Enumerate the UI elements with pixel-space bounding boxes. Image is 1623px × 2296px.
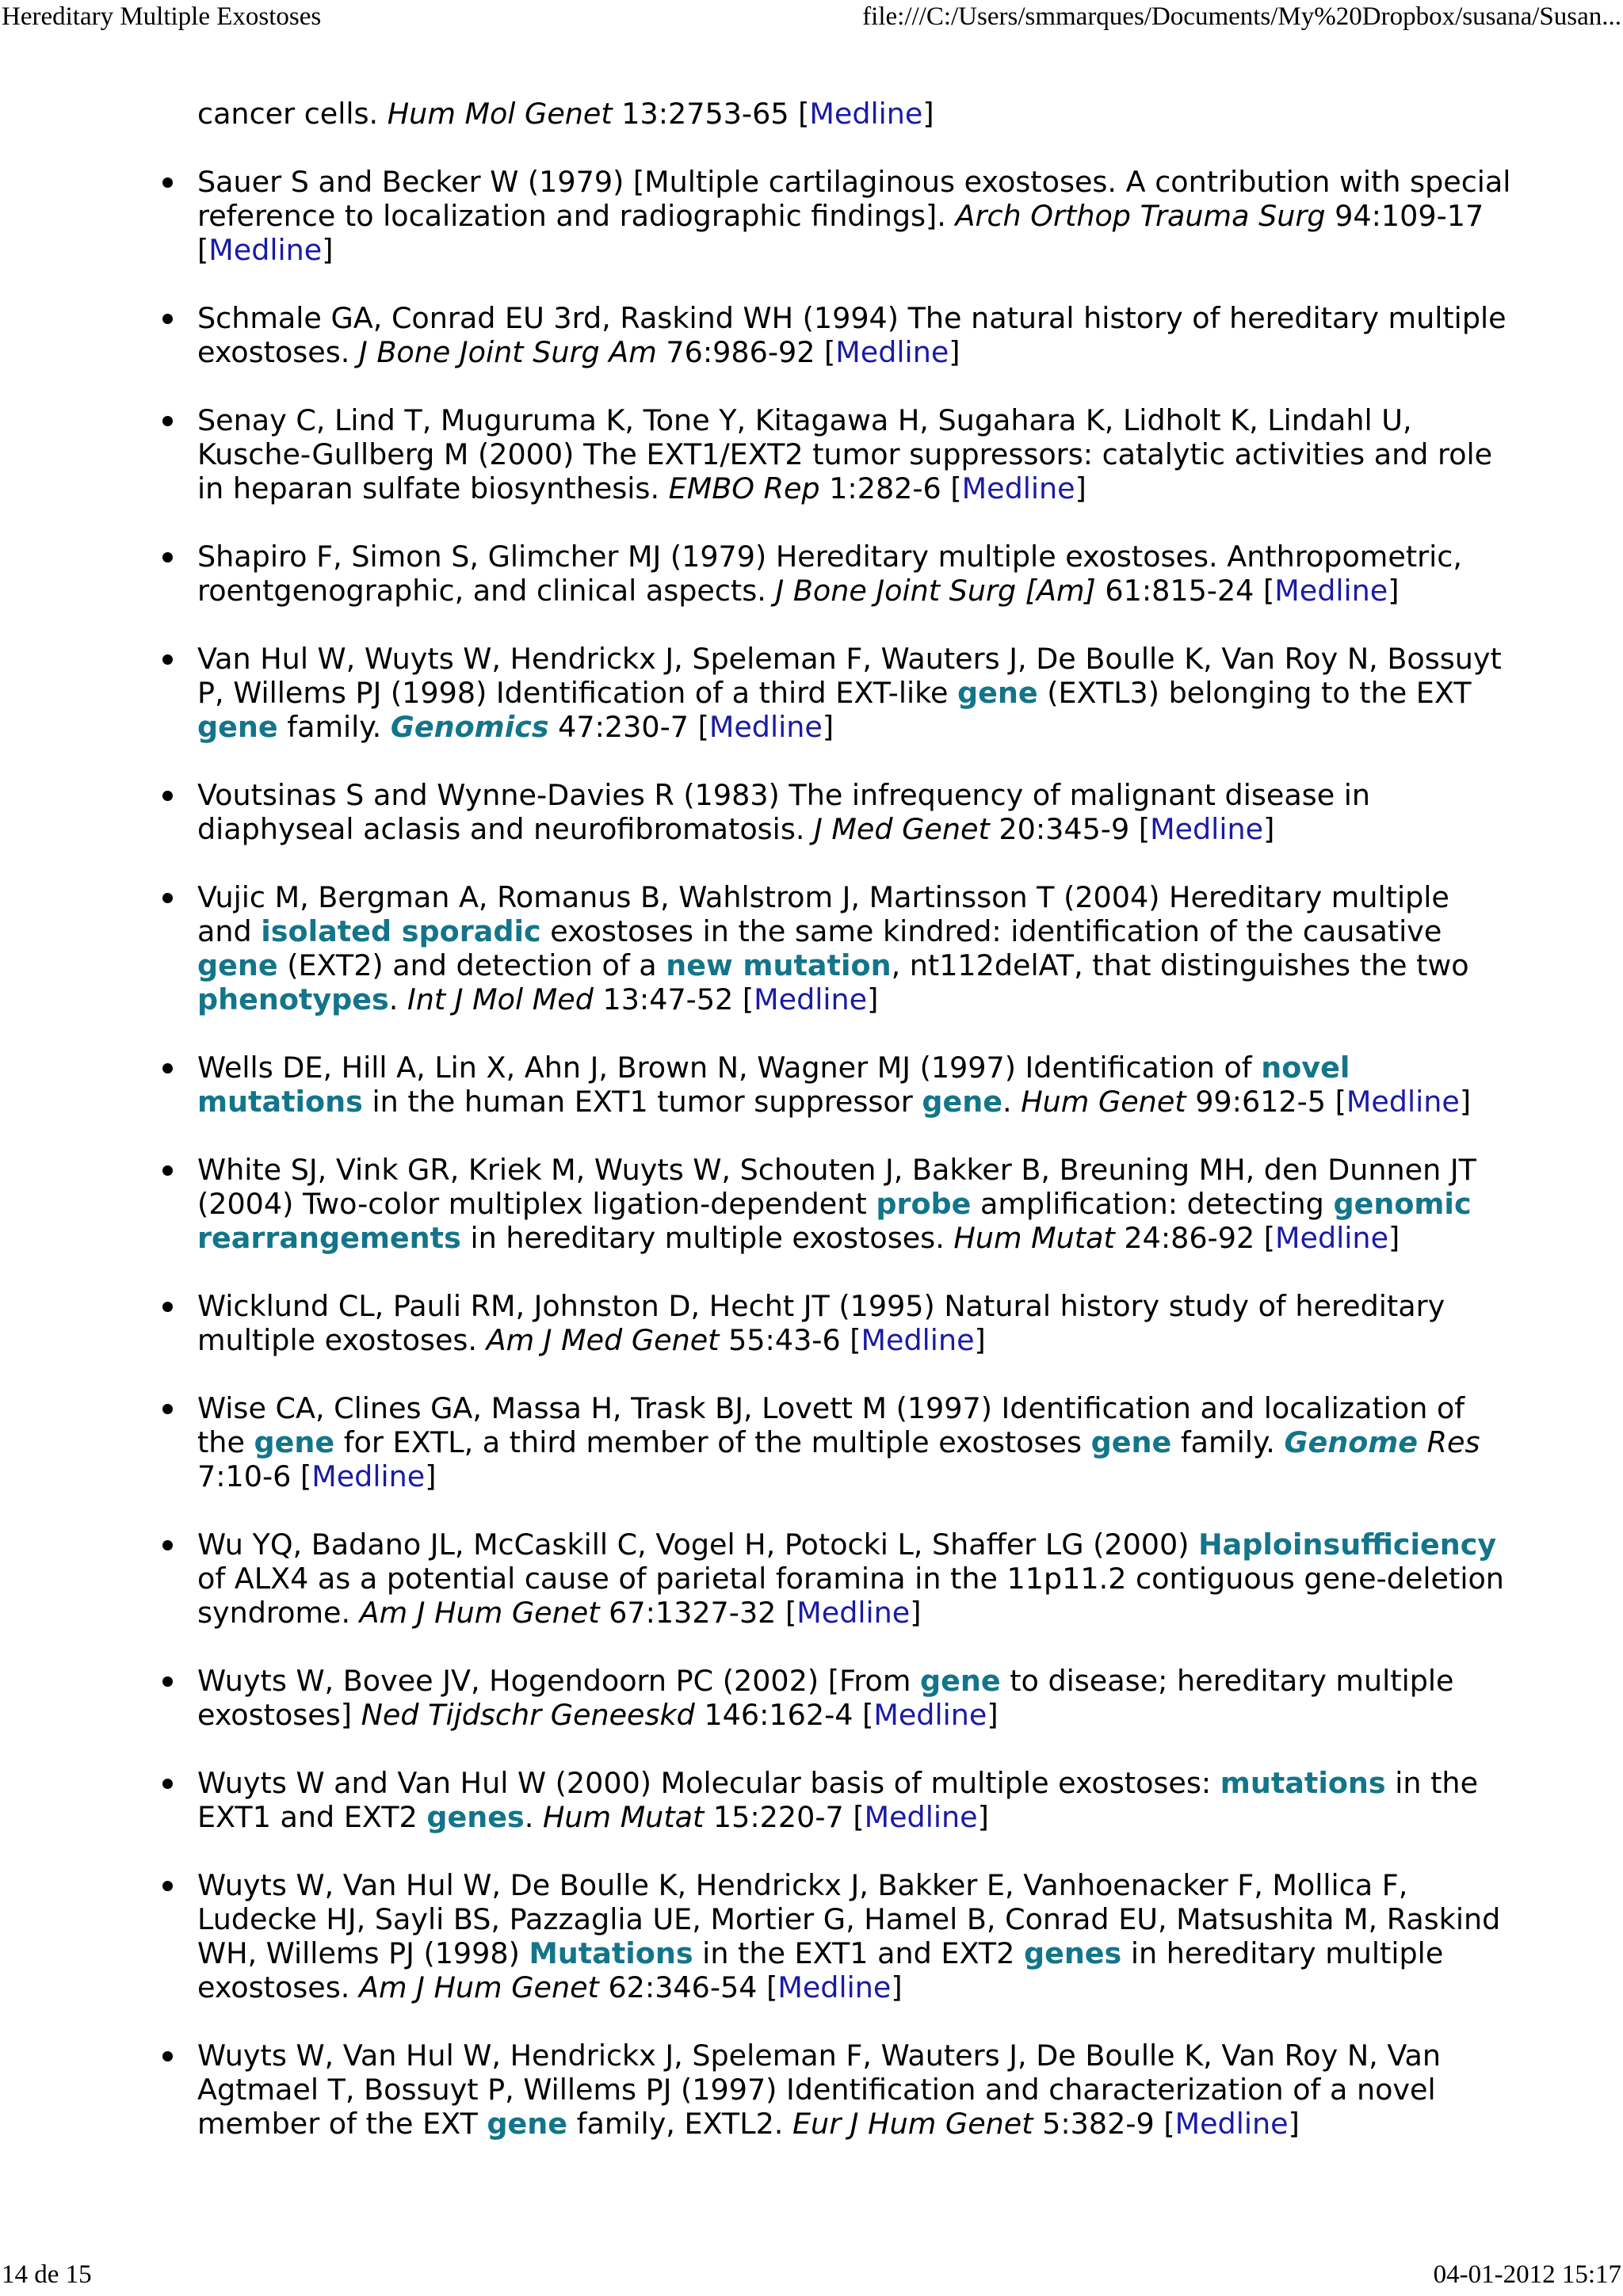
medline-link[interactable]: Medline xyxy=(777,1970,892,2004)
highlighted-term: Haploinsufficiency xyxy=(1198,1527,1497,1562)
journal-name: Hum Genet xyxy=(1021,1085,1186,1119)
reference-text: 67:1327-32 xyxy=(599,1596,785,1630)
reference-text: Wuyts W, Van Hul W, De Boulle K, Hendrickx J, Bakker E, Vanhoenacker F, Mollica F, Ludecke HJ, Sayli BS, Pazzaglia UE, Mortier G, Hamel B, Conrad EU, Matsushita M, Raskind WH, Willems PJ (1998) xyxy=(197,1868,1501,1970)
bullet-icon xyxy=(162,1676,173,1687)
journal-name: Int J Mol Med xyxy=(407,982,594,1016)
bullet-icon xyxy=(162,1540,173,1550)
journal-name: Res xyxy=(1418,1425,1480,1459)
bullet-icon xyxy=(162,791,173,801)
medline-link[interactable]: Medline xyxy=(1275,1221,1389,1255)
reference-text: in hereditary multiple exostoses. xyxy=(460,1221,954,1255)
reference-item: Wells DE, Hill A, Lin X, Ahn J, Brown N, Wagner MJ (1997) Identification of novel mutations in the human EXT1 tumor suppressor gene. Hum Genet 99:612-5 [Medline] xyxy=(197,1051,1513,1119)
reference-item: Wuyts W and Van Hul W (2000) Molecular basis of multiple exostoses: mutations in the EXT1 and EXT2 genes. Hum Mutat 15:220-7 [Medline] xyxy=(197,1766,1513,1834)
reference-text: cancer cells. xyxy=(197,97,388,131)
reference-text: in the human EXT1 tumor suppressor xyxy=(362,1085,922,1119)
reference-item: Shapiro F, Simon S, Glimcher MJ (1979) Hereditary multiple exostoses. Anthropometric, roentgenographic, and clinical aspects. J Bone Joint Surg [Am] 61:815-24 [Medline] xyxy=(197,540,1513,608)
reference-item: Wise CA, Clines GA, Massa H, Trask BJ, Lovett M (1997) Identification and localization of the gene for EXTL, a third member of the multiple exostoses gene family. Genome Res 7:10-6 [Medline] xyxy=(197,1391,1513,1493)
reference-item: Vujic M, Bergman A, Romanus B, Wahlstrom J, Martinsson T (2004) Hereditary multiple and isolated sporadic exostoses in the same kindred: identification of the causative gene (EXT2) and detection of a new mutation, nt112delAT, that distinguishes the two phenotypes. Int J Mol Med 13:47-52 [Medline] xyxy=(197,880,1513,1016)
page-title: Hereditary Multiple Exostoses xyxy=(2,2,322,31)
reference-item: Senay C, Lind T, Muguruma K, Tone Y, Kitagawa H, Sugahara K, Lidholt K, Lindahl U, Kusche-Gullberg M (2000) The EXT1/EXT2 tumor suppressors: catalytic activities and role in heparan sulfate biosynthesis. EMBO Rep 1:282-6 [Medline] xyxy=(197,403,1513,505)
highlighted-term: probe xyxy=(876,1187,972,1221)
reference-text: of ALX4 as a potential cause of parietal foramina in the 11p11.2 contiguous gene-deletion syndrome. xyxy=(197,1562,1504,1630)
journal-name: Hum Mutat xyxy=(542,1800,705,1834)
highlighted-term: Mutations xyxy=(529,1936,693,1970)
reference-text: exostoses in the same kindred: identification of the causative xyxy=(540,914,1442,948)
bullet-icon xyxy=(162,1779,173,1789)
reference-text: Senay C, Lind T, Muguruma K, Tone Y, Kitagawa H, Sugahara K, Lidholt K, Lindahl U, Kusche-Gullberg M (2000) The EXT1/EXT2 tumor suppressors: catalytic activities and role in heparan sulfate biosynthesis. xyxy=(197,403,1493,505)
bullet-icon xyxy=(162,893,173,903)
reference-text: . xyxy=(1002,1085,1022,1119)
reference-item: Sauer S and Becker W (1979) [Multiple cartilaginous exostoses. A contribution with special reference to localization and radiographic findings]. Arch Orthop Trauma Surg 94:109-17 [Medline] xyxy=(197,165,1513,267)
medline-link[interactable]: Medline xyxy=(835,335,949,369)
medline-link[interactable]: Medline xyxy=(861,1323,975,1357)
highlighted-term: genomic rearrangements xyxy=(197,1187,1472,1255)
medline-link[interactable]: Medline xyxy=(961,471,1075,505)
reference-text: Wicklund CL, Pauli RM, Johnston D, Hecht JT (1995) Natural history study of hereditary multiple exostoses. xyxy=(197,1289,1445,1357)
reference-text: Van Hul W, Wuyts W, Hendrickx J, Speleman F, Wauters J, De Boulle K, Van Roy N, Bossuyt P, Willems PJ (1998) Identification of a third EXT-like xyxy=(197,642,1502,710)
medline-link[interactable]: Medline xyxy=(796,1596,911,1630)
reference-item: White SJ, Vink GR, Kriek M, Wuyts W, Schouten J, Bakker B, Breuning MH, den Dunnen JT (2004) Two-color multiplex ligation-dependent probe amplification: detecting genomic rearrangements in hereditary multiple exostoses. Hum Mutat 24:86-92 [Medline] xyxy=(197,1153,1513,1255)
reference-text: 24:86-92 xyxy=(1114,1221,1264,1255)
highlighted-term: gene xyxy=(957,676,1038,710)
reference-item: Wuyts W, Bovee JV, Hogendoorn PC (2002) [From gene to disease; hereditary multiple exostoses] Ned Tijdschr Geneeskd 146:162-4 [Medline] xyxy=(197,1664,1513,1732)
reference-text: Wise CA, Clines GA, Massa H, Trask BJ, Lovett M (1997) Identification and localization of the xyxy=(197,1391,1465,1459)
reference-text: Wuyts W, Van Hul W, Hendrickx J, Speleman F, Wauters J, De Boulle K, Van Roy N, Van Agtmael T, Bossuyt P, Willems PJ (1997) Identification and characterization of a novel member of the EXT xyxy=(197,2039,1441,2141)
bullet-icon xyxy=(162,314,173,324)
reference-text: (EXTL3) belonging to the EXT xyxy=(1037,676,1472,710)
journal-name: Ned Tijdschr Geneeskd xyxy=(361,1698,695,1732)
highlighted-term: novel mutations xyxy=(197,1051,1350,1119)
journal-name: J Bone Joint Surg Am xyxy=(358,335,657,369)
reference-text: (EXT2) and detection of a xyxy=(277,948,666,982)
reference-text: Wuyts W and Van Hul W (2000) Molecular basis of multiple exostoses: xyxy=(197,1766,1220,1800)
highlighted-journal: Genome xyxy=(1284,1425,1419,1459)
medline-link[interactable]: Medline xyxy=(864,1800,978,1834)
reference-text: . xyxy=(388,982,407,1016)
bullet-icon xyxy=(162,1404,173,1414)
journal-name: EMBO Rep xyxy=(668,471,820,505)
journal-name: Am J Hum Genet xyxy=(359,1596,600,1630)
reference-text: family. xyxy=(277,710,391,744)
medline-link[interactable]: Medline xyxy=(1150,812,1264,846)
reference-text: for EXTL, a third member of the multiple exostoses xyxy=(334,1425,1091,1459)
print-datetime: 04-01-2012 15:17 xyxy=(1433,2260,1621,2289)
highlighted-term: gene xyxy=(487,2107,568,2141)
bullet-icon xyxy=(162,1165,173,1176)
reference-text: Shapiro F, Simon S, Glimcher MJ (1979) Hereditary multiple exostoses. Anthropometric, roentgenographic, and clinical aspects. xyxy=(197,540,1462,608)
page-url: file:///C:/Users/smmarques/Documents/My%20Dropbox/susana/Susan... xyxy=(862,2,1621,31)
journal-name: Eur J Hum Genet xyxy=(792,2107,1033,2141)
bullet-icon xyxy=(162,177,173,188)
bullet-icon xyxy=(162,2051,173,2061)
reference-text: Wuyts W, Bovee JV, Hogendoorn PC (2002) [From xyxy=(197,1664,920,1698)
medline-link[interactable]: Medline xyxy=(1274,574,1388,608)
reference-text: family. xyxy=(1171,1425,1285,1459)
reference-text: 1:282-6 xyxy=(819,471,951,505)
highlighted-term: phenotypes xyxy=(197,982,389,1016)
bullet-icon xyxy=(162,416,173,426)
reference-text: to disease; hereditary multiple exostoses] xyxy=(197,1664,1454,1732)
journal-name: Am J Hum Genet xyxy=(358,1970,599,2004)
highlighted-term: gene xyxy=(1090,1425,1172,1459)
reference-text: White SJ, Vink GR, Kriek M, Wuyts W, Schouten J, Bakker B, Breuning MH, den Dunnen JT (2004) Two-color multiplex ligation-dependent xyxy=(197,1153,1476,1221)
reference-text: 99:612-5 xyxy=(1186,1085,1335,1119)
highlighted-term: mutations xyxy=(1220,1766,1386,1800)
reference-text: 146:162-4 xyxy=(694,1698,863,1732)
highlighted-journal: Genomics xyxy=(390,710,549,744)
reference-item: Van Hul W, Wuyts W, Hendrickx J, Speleman F, Wauters J, De Boulle K, Van Roy N, Bossuyt P, Willems PJ (1998) Identification of a third EXT-like gene (EXTL3) belonging to the EXT gene family. Genomics 47:230-7 [Medline] xyxy=(197,642,1513,744)
reference-text: Schmale GA, Conrad EU 3rd, Raskind WH (1994) The natural history of hereditary multiple exostoses. xyxy=(197,301,1507,369)
reference-text: 7:10-6 xyxy=(197,1459,300,1493)
bullet-icon xyxy=(162,552,173,563)
bullet-icon xyxy=(162,1881,173,1891)
journal-name: J Bone Joint Surg [Am] xyxy=(775,574,1096,608)
reference-item: Voutsinas S and Wynne-Davies R (1983) The infrequency of malignant disease in diaphyseal aclasis and neurofibromatosis. J Med Genet 20:345-9 [Medline] xyxy=(197,778,1513,846)
medline-link[interactable]: Medline xyxy=(1346,1085,1460,1119)
highlighted-term: isolated sporadic xyxy=(261,914,541,948)
reference-text: 47:230-7 xyxy=(548,710,698,744)
reference-item: Wuyts W, Van Hul W, De Boulle K, Hendrickx J, Bakker E, Vanhoenacker F, Mollica F, Ludecke HJ, Sayli BS, Pazzaglia UE, Mortier G, Hamel B, Conrad EU, Matsushita M, Raskind WH, Willems PJ (1998) Mutations in the EXT1 and EXT2 genes in hereditary multiple exostoses. Am J Hum Genet 62:346-54 [Medline] xyxy=(197,1868,1513,2004)
reference-text: 61:815-24 xyxy=(1095,574,1264,608)
reference-text: amplification: detecting xyxy=(971,1187,1334,1221)
reference-text: Sauer S and Becker W (1979) [Multiple cartilaginous exostoses. A contribution with special reference to localization and radiographic findings]. xyxy=(197,165,1511,233)
medline-link[interactable]: Medline xyxy=(1174,2107,1289,2141)
journal-name: J Med Genet xyxy=(814,812,990,846)
bullet-icon xyxy=(162,654,173,665)
reference-text: 62:346-54 xyxy=(598,1970,767,2004)
medline-link[interactable]: Medline xyxy=(809,97,923,131)
medline-link[interactable]: Medline xyxy=(311,1459,426,1493)
reference-text: Vujic M, Bergman A, Romanus B, Wahlstrom J, Martinsson T (2004) Hereditary multiple and xyxy=(197,880,1449,948)
reference-text: Wu YQ, Badano JL, McCaskill C, Vogel H, Potocki L, Shaffer LG (2000) xyxy=(197,1527,1199,1562)
citation-text: 13:2753-65 xyxy=(612,97,799,131)
highlighted-term: gene xyxy=(254,1425,335,1459)
page-number: 14 de 15 xyxy=(2,2260,92,2289)
reference-text: 13:47-52 xyxy=(593,982,743,1016)
continued-reference: cancer cells. Hum Mol Genet 13:2753-65 [Medline] xyxy=(197,97,934,131)
reference-text: family, EXTL2. xyxy=(567,2107,792,2141)
journal-name: Arch Orthop Trauma Surg xyxy=(955,199,1326,233)
reference-item: Wu YQ, Badano JL, McCaskill C, Vogel H, Potocki L, Shaffer LG (2000) Haploinsufficiency of ALX4 as a potential cause of parietal foramina in the 11p11.2 contiguous gene-deletion syndrome. Am J Hum Genet 67:1327-32 [Medline] xyxy=(197,1527,1513,1630)
reference-item: Wicklund CL, Pauli RM, Johnston D, Hecht JT (1995) Natural history study of hereditary multiple exostoses. Am J Med Genet 55:43-6 [Medline] xyxy=(197,1289,1513,1357)
highlighted-term: gene xyxy=(197,948,278,982)
journal-name: Hum Mutat xyxy=(953,1221,1115,1255)
medline-link[interactable]: Medline xyxy=(208,233,323,267)
reference-text: 94:109-17 xyxy=(1325,199,1484,233)
journal-name: Hum Mol Genet xyxy=(387,97,613,131)
reference-item: Wuyts W, Van Hul W, Hendrickx J, Speleman F, Wauters J, De Boulle K, Van Roy N, Van Agtmael T, Bossuyt P, Willems PJ (1997) Identification and characterization of a novel member of the EXT gene family, EXTL2. Eur J Hum Genet 5:382-9 [Medline] xyxy=(197,2039,1513,2141)
reference-text: 15:220-7 xyxy=(704,1800,854,1834)
highlighted-term: gene xyxy=(919,1664,1001,1698)
highlighted-term: gene xyxy=(197,710,278,744)
reference-text: Voutsinas S and Wynne-Davies R (1983) The infrequency of malignant disease in diaphyseal aclasis and neurofibromatosis. xyxy=(197,778,1371,846)
reference-item: Schmale GA, Conrad EU 3rd, Raskind WH (1994) The natural history of hereditary multiple exostoses. J Bone Joint Surg Am 76:986-92 [Medline] xyxy=(197,301,1513,369)
reference-text: 20:345-9 xyxy=(989,812,1139,846)
bullet-icon xyxy=(162,1302,173,1312)
highlighted-term: gene xyxy=(922,1085,1002,1119)
print-footer xyxy=(0,2258,1623,2294)
medline-link[interactable]: Medline xyxy=(754,982,868,1016)
medline-link[interactable]: Medline xyxy=(708,710,823,744)
reference-text: 55:43-6 xyxy=(719,1323,850,1357)
highlighted-term: genes xyxy=(426,1800,525,1834)
reference-text: 5:382-9 xyxy=(1033,2107,1164,2141)
reference-list xyxy=(197,165,1513,2175)
medline-link[interactable]: Medline xyxy=(873,1698,987,1732)
reference-text: in hereditary multiple exostoses. xyxy=(197,1936,1444,2004)
journal-name: Am J Med Genet xyxy=(486,1323,720,1357)
highlighted-term: new mutation xyxy=(666,948,892,982)
reference-text: 76:986-92 xyxy=(656,335,825,369)
reference-text: , nt112delAT, that distinguishes the two xyxy=(891,948,1469,982)
highlighted-term: genes xyxy=(1023,1936,1122,1970)
reference-text: . xyxy=(524,1800,543,1834)
reference-text: Wells DE, Hill A, Lin X, Ahn J, Brown N, Wagner MJ (1997) Identification of xyxy=(197,1051,1262,1085)
reference-text: in the EXT1 and EXT2 xyxy=(197,1766,1479,1834)
reference-text: in the EXT1 and EXT2 xyxy=(693,1936,1024,1970)
bullet-icon xyxy=(162,1063,173,1074)
